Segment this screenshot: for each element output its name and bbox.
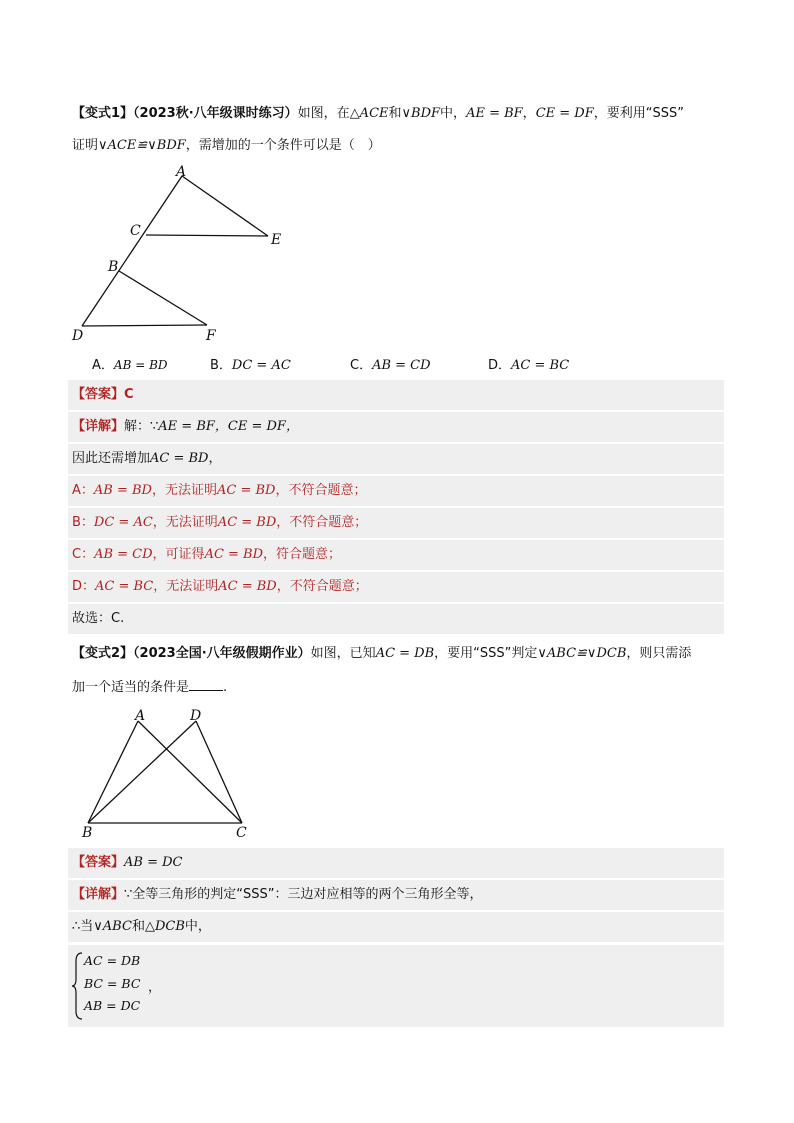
- q1-detail-text: 解：∵: [124, 419, 159, 434]
- q1-option-c-letter: C．: [350, 358, 373, 373]
- q1-cond1: AE = BF: [466, 106, 523, 121]
- q1-label-F: F: [206, 328, 216, 344]
- q1-linec-pre: C：: [72, 547, 95, 562]
- q1-answer-label: 【答案】: [72, 387, 125, 402]
- q1-seg-AD: [82, 176, 182, 326]
- q1-choose: 故选：C.: [72, 611, 125, 626]
- q1-option-b-expr: DC = AC: [231, 358, 291, 373]
- q1-option-c[interactable]: [350, 354, 431, 373]
- q1-detail-conds: AE = BF，CE = DF，: [158, 419, 299, 434]
- q1-lined-expr1: AC = BC: [95, 579, 154, 594]
- q1-detail-line-d: [68, 572, 724, 602]
- q2-when-row: [68, 912, 724, 942]
- q2-brace-eq-1: AC = DB: [84, 953, 141, 968]
- q1-linea-mid: ，无法证明: [151, 483, 217, 498]
- q1-linea-expr1: AB = BD: [93, 483, 152, 498]
- q1-lineb-mid: ，无法证明: [152, 515, 218, 530]
- q2-brace-block: [68, 945, 724, 1027]
- q1-text-c: 中，: [440, 106, 467, 121]
- q2-brace-eq-2: BC = BC: [84, 976, 141, 991]
- q1-label-B: B: [108, 259, 119, 275]
- q1-line2-b: ，需增加的一个条件可以是（ ）: [185, 138, 381, 153]
- q1-seg-DF: [82, 325, 207, 326]
- q1-tag: 【变式1】: [72, 106, 134, 121]
- q1-option-c-expr: AB = CD: [372, 358, 431, 373]
- q1-label-A: A: [176, 164, 187, 180]
- q2-detail-text: ∵全等三角形的判定“SSS”：三边对应相等的两个三角形全等，: [124, 887, 483, 902]
- q1-lineb-pre: B：: [72, 515, 94, 530]
- q1-cong: ∨ACE≌∨BDF: [98, 138, 186, 153]
- q2-when-t1: ∨ABC: [93, 919, 132, 934]
- q2-answer: AB = DC: [124, 855, 183, 870]
- q1-lineb-expr1: DC = AC: [93, 515, 153, 530]
- q2-brace-icon: [72, 951, 84, 1021]
- q1-line2-a: 证明: [72, 138, 99, 153]
- q1-cond2: CE = DF: [535, 106, 594, 121]
- q1-label-C: C: [130, 223, 141, 239]
- q1-option-d-expr: AC = BC: [511, 358, 570, 373]
- q1-detail-line-a: [68, 476, 724, 506]
- q1-option-a-letter: A．: [92, 358, 114, 373]
- q1-line1-pre: 因此还需增加: [72, 451, 151, 466]
- q1-linec-mid: ，可证得: [152, 547, 205, 562]
- q1-line2: [72, 134, 381, 153]
- q1-line1-post: ，: [208, 451, 222, 466]
- q1-lineb-expr2: AC = BD: [217, 515, 277, 530]
- q1-option-b-letter: B．: [210, 358, 232, 373]
- q2-when-a: ∴当: [72, 919, 94, 934]
- q2-when-c: 中，: [184, 919, 211, 934]
- q2-label-C: C: [236, 825, 247, 841]
- q2-source: （2023全国·八年级假期作业）: [133, 646, 311, 661]
- q2-detail-row: [68, 880, 724, 910]
- q2-line2: [72, 676, 227, 695]
- q1-text-d: ，要利用“SSS”: [593, 106, 684, 121]
- q2-line1: [72, 642, 691, 661]
- q1-option-a-expr: AB = BD: [113, 358, 168, 372]
- q1-lineb-post: ，不符合题意；: [276, 515, 368, 530]
- q1-linec-expr1: AB = CD: [94, 547, 153, 562]
- q2-label-B: B: [82, 825, 93, 841]
- q2-answer-row: [68, 848, 724, 878]
- q1-lined-expr2: AC = BD: [218, 579, 277, 594]
- q2-cong: ∨ABC≌∨DCB: [537, 646, 627, 661]
- q2-seg-AC: [138, 721, 242, 823]
- q1-detail-line-c: [68, 540, 724, 570]
- q2-brace-eq-3: AB = DC: [84, 998, 141, 1013]
- q2-line2-end: .: [223, 680, 228, 695]
- q1-text-a: 如图，在: [297, 106, 350, 121]
- q2-text-b: ，要用“SSS”判定: [434, 646, 538, 661]
- q1-detail-line-1: [68, 444, 724, 474]
- q1-lined-pre: D：: [72, 579, 96, 594]
- q2-answer-label: 【答案】: [72, 855, 125, 870]
- q2-when-t2: △DCB: [144, 919, 185, 934]
- q2-answer-blank[interactable]: [189, 677, 223, 691]
- q2-seg-AB: [88, 721, 138, 823]
- q1-detail-row: [68, 412, 724, 442]
- q1-line1: 【变式1】（2023秋·八年级课时练习）如图，在△ACE和∨BDF中，AE = BF，CE = DF，要利用“SSS”: [72, 106, 684, 121]
- q1-detail-line-b: [68, 508, 724, 538]
- q2-label-D: D: [190, 708, 202, 724]
- q1-linec-post: ，符合题意；: [263, 547, 342, 562]
- q1-detail-label: 【详解】: [72, 419, 125, 434]
- q2-figure: [74, 703, 264, 841]
- q1-answer: C: [124, 387, 134, 402]
- q1-linea-pre: A：: [72, 483, 94, 498]
- q1-line1-expr: AC = BD: [150, 451, 209, 466]
- q2-text-a: 如图，已知: [310, 646, 376, 661]
- q2-line2-text: 加一个适当的条件是: [72, 680, 190, 695]
- q2-detail-label: 【详解】: [72, 887, 125, 902]
- q1-source: （2023秋·八年级课时练习）: [133, 106, 298, 121]
- q1-lined-mid: ，无法证明: [153, 579, 219, 594]
- q1-linea-post: ，不符合题意；: [275, 483, 367, 498]
- q1-option-d[interactable]: [488, 354, 569, 373]
- q1-text-b: 和: [388, 106, 402, 121]
- q2-when-b: 和: [131, 919, 145, 934]
- q2-brace-tail: ，: [148, 980, 162, 995]
- q1-option-d-letter: D．: [488, 358, 512, 373]
- q1-answer-row: [68, 380, 724, 410]
- q2-label-A: A: [135, 708, 146, 724]
- q1-choose-row: [68, 604, 724, 634]
- q2-text-c: ，则只需添: [626, 646, 692, 661]
- q2-seg-DB: [88, 721, 196, 823]
- q1-lined-post: ，不符合题意；: [276, 579, 368, 594]
- q1-label-D: D: [72, 328, 84, 344]
- q2-tag: 【变式2】: [72, 646, 134, 661]
- q1-linec-expr2: AC = BD: [204, 547, 264, 562]
- q2-seg-DC: [196, 721, 242, 823]
- q2-cond: AC = DB: [375, 646, 435, 661]
- q1-option-a[interactable]: [92, 354, 168, 373]
- q1-tri1: △ACE: [349, 106, 389, 121]
- q1-tri2: ∨BDF: [401, 106, 441, 121]
- q1-linea-expr2: AC = BD: [217, 483, 276, 498]
- q1-seg-AE: [182, 176, 268, 236]
- q1-option-b[interactable]: [210, 354, 291, 373]
- q1-seg-BF: [119, 271, 207, 325]
- q1-label-E: E: [271, 232, 282, 248]
- q1-figure: [66, 160, 306, 346]
- q1-seg-CE: [146, 235, 268, 236]
